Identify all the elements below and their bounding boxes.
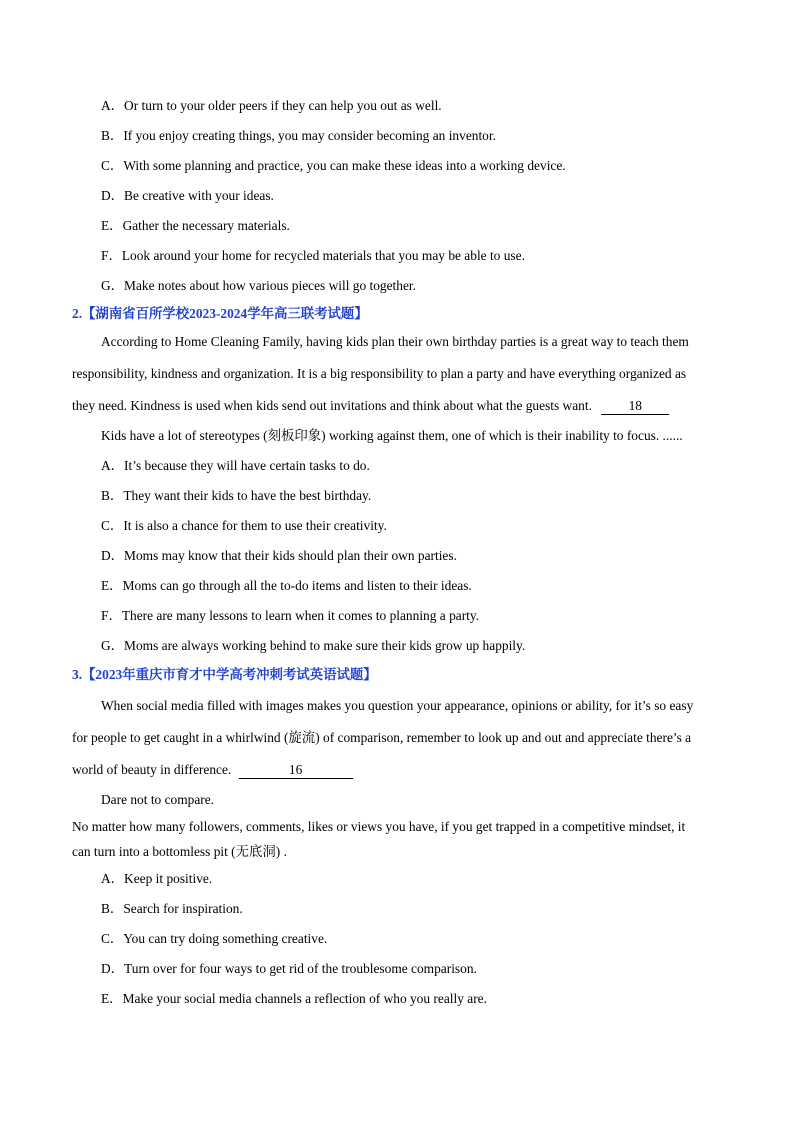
passage-text: they need. Kindness is used when kids send out invitations and think about what the guests want. (72, 398, 592, 413)
option-f: F．Look around your home for recycled materials that you may be able to use. (101, 248, 525, 263)
passage-text: world of beauty in difference. (72, 762, 232, 777)
section-3-passage-line: for people to get caught in a whirlwind (旋流) of comparison, remember to look up and out and appreciate there’s a (72, 730, 692, 745)
option-g: G．Make notes about how various pieces will go together. (101, 278, 416, 293)
option-e: E．Moms can go through all the to-do items and listen to their ideas. (101, 578, 472, 593)
section-3-passage-line: Dare not to compare. (101, 792, 215, 807)
option-c: C．It is also a chance for them to use their creativity. (101, 518, 387, 533)
option-e: E．Make your social media channels a reflection of who you really are. (101, 991, 487, 1006)
option-b: B．If you enjoy creating things, you may consider becoming an inventor. (101, 128, 496, 143)
section-3-passage-line: No matter how many followers, comments, likes or views you have, if you get trapped in a competitive mindset, it (72, 819, 686, 834)
option-g: G．Moms are always working behind to make sure their kids grow up happily. (101, 638, 526, 653)
section-2-passage-line: Kids have a lot of stereotypes (刻板印象) working against them, one of which is their inability to focus. ...... (101, 428, 683, 443)
option-d: D．Be creative with your ideas. (101, 188, 274, 203)
option-c: C．You can try doing something creative. (101, 931, 328, 946)
option-b: B．Search for inspiration. (101, 901, 243, 916)
option-f: F．There are many lessons to learn when it comes to planning a party. (101, 608, 480, 623)
section-2-passage-line: According to Home Cleaning Family, having kids plan their own birthday parties is a great way to teach them (101, 334, 689, 349)
section-3-heading: 3.【2023年重庆市育才中学高考冲刺考试英语试题】 (72, 667, 377, 682)
section-3-passage-line: can turn into a bottomless pit (无底洞) . (72, 844, 287, 859)
section-3-passage-line (72, 762, 353, 779)
option-a: A．Keep it positive. (101, 871, 213, 886)
option-d: D．Moms may know that their kids should plan their own parties. (101, 548, 457, 563)
option-a: A．Or turn to your older peers if they can help you out as well. (101, 98, 442, 113)
option-b: B．They want their kids to have the best birthday. (101, 488, 372, 503)
option-c: C．With some planning and practice, you can make these ideas into a working device. (101, 158, 566, 173)
section-2-passage-line (72, 398, 669, 415)
answer-blank: 18 (601, 399, 669, 415)
section-3-passage-line: When social media filled with images makes you question your appearance, opinions or ability, for it’s so easy (101, 698, 694, 713)
option-e: E．Gather the necessary materials. (101, 218, 290, 233)
option-d: D．Turn over for four ways to get rid of the troublesome comparison. (101, 961, 477, 976)
option-a: A．It’s because they will have certain tasks to do. (101, 458, 370, 473)
section-2-heading: 2.【湖南省百所学校2023-2024学年高三联考试题】 (72, 306, 368, 321)
section-2-passage-line: responsibility, kindness and organization. It is a big responsibility to plan a party and have everything organized as (72, 366, 687, 381)
answer-blank: 16 (239, 763, 353, 779)
